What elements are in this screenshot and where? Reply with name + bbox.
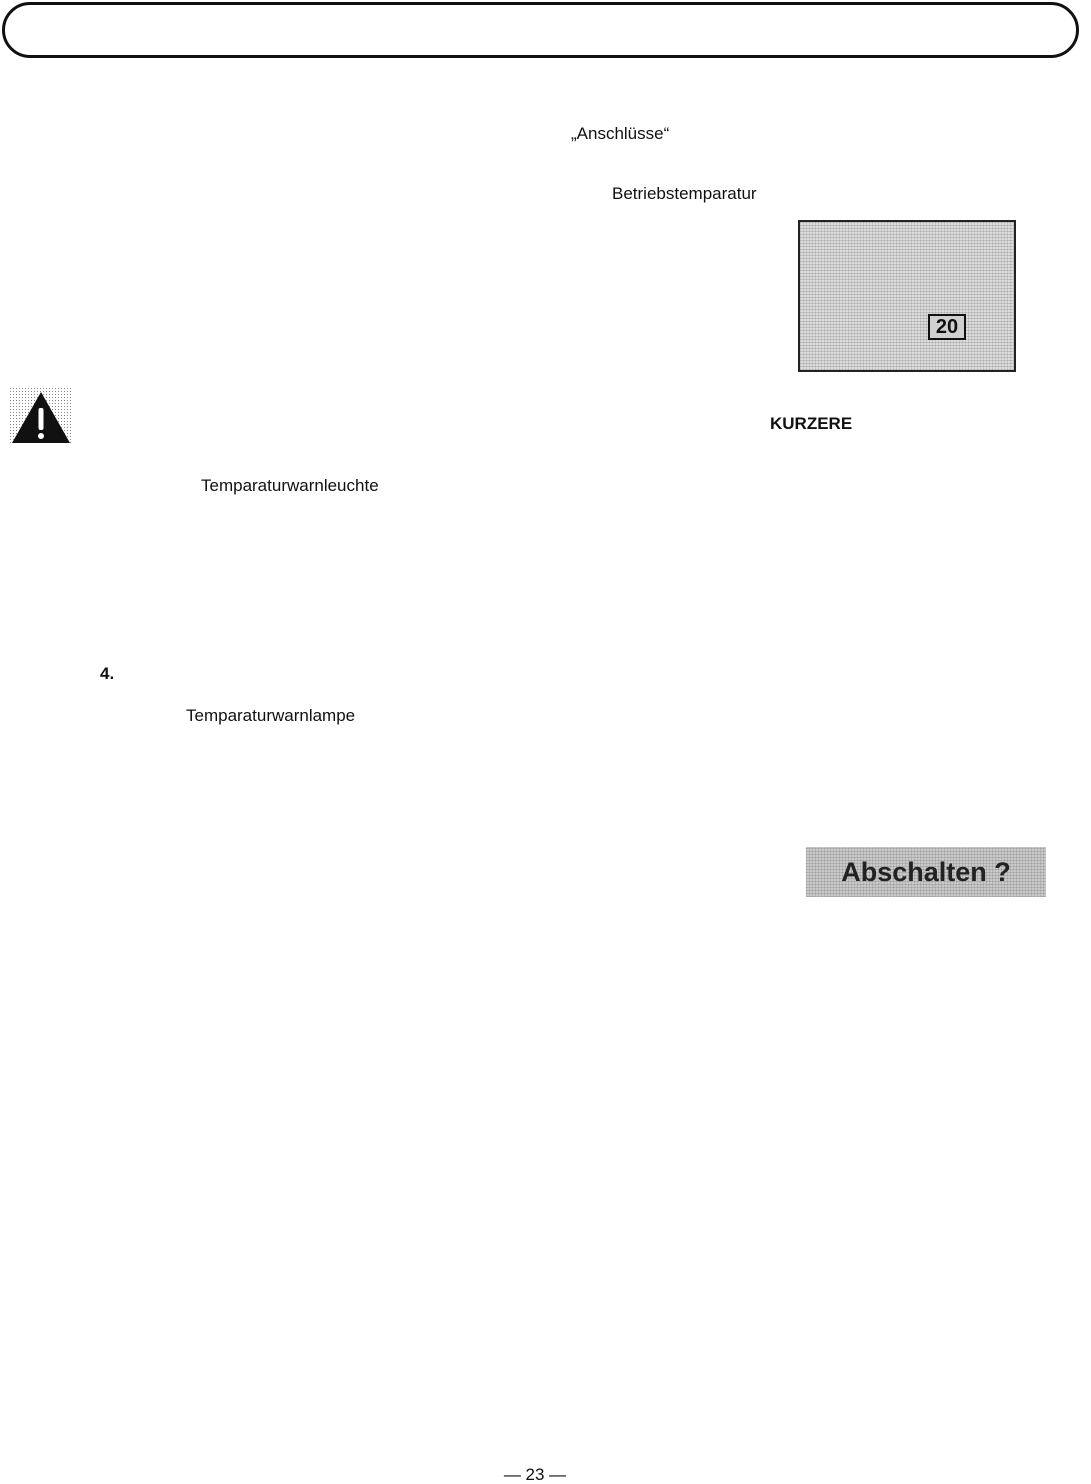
page-number: — 23 — (503, 1465, 567, 1484)
switch-off-prompt: Abschalten ? (806, 847, 1046, 897)
list-number: 4. (100, 664, 115, 683)
display-panel (798, 220, 1016, 372)
temperature-warning-lamp-term: Temparaturwarnlampe (186, 706, 356, 725)
temperature-warning-light-term: Temparaturwarnleuchte (201, 476, 379, 495)
display-value: 20 (928, 314, 966, 340)
operating-temperature-term: Betriebstemparatur (612, 184, 757, 203)
shorter-term: KURZERE (770, 414, 853, 433)
connections-term: „Anschlüsse“ (571, 124, 670, 143)
warning-triangle-icon (10, 388, 72, 444)
header-frame (2, 2, 1079, 58)
